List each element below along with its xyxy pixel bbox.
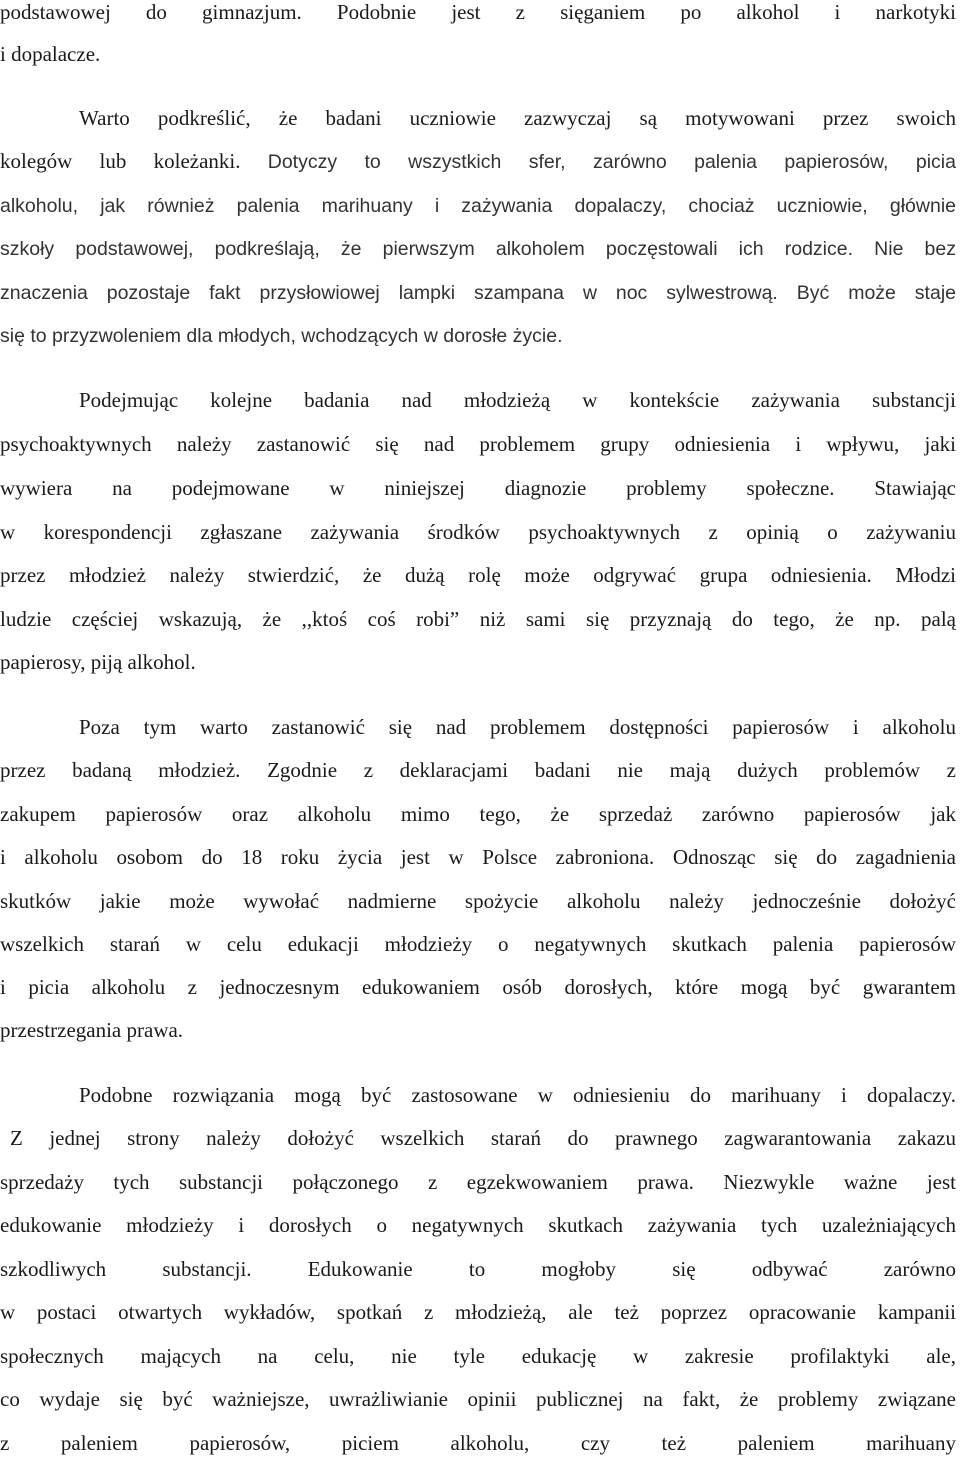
text-line: Podejmując kolejne badania nad młodzieżą w kontekście zażywania substancji [79,388,956,412]
text-line: szkoły podstawowej, podkreślają, że pierwszym alkoholem poczęstowali ich rodzice. Nie bez [0,238,956,260]
text-line: w korespondencji zgłaszane zażywania środków psychoaktywnych z opinią o zażywaniu [0,520,956,544]
text-line: skutków jakie może wywołać nadmierne spożycie alkoholu należy jednocześnie dołożyć [0,889,956,913]
text-line: co wydaje się być ważniejsze, uwrażliwianie opinii publicznej na fakt, że problemy związane [0,1387,956,1411]
text-line: i picia alkoholu z jednoczesnym edukowaniem osób dorosłych, które mogą być gwarantem [0,975,956,999]
text-line: społecznych mających na celu, nie tyle edukację w zakresie profilaktyki ale, [0,1344,956,1368]
text-line: przez młodzież należy stwierdzić, że dużą rolę może odgrywać grupa odniesienia. Młodzi [0,563,956,587]
text-line: się to przyzwoleniem dla młodych, wchodzących w dorosłe życie. [0,325,563,347]
text-line: i dopalacze. [0,42,101,66]
text-line: Podobne rozwiązania mogą być zastosowane w odniesieniu do marihuany i dopalaczy. [79,1083,956,1107]
text-line: papierosy, piją alkohol. [0,650,196,674]
text-line: psychoaktywnych należy zastanowić się nad problemem grupy odniesienia i wpływu, jaki [0,432,956,456]
text-line: Poza tym warto zastanowić się nad problemem dostępności papierosów i alkoholu [79,715,956,739]
text-line: podstawowej do gimnazjum. Podobnie jest z sięganiem po alkohol i narkotyki [0,0,956,24]
text-line: alkoholu, jak również palenia marihuany i zażywania dopalaczy, chociaż uczniowie, głównie [0,195,956,217]
text-line: sprzedaży tych substancji połączonego z egzekwowaniem prawa. Niezwykle ważne jest [0,1170,956,1194]
text-line: i alkoholu osobom do 18 roku życia jest w Polsce zabroniona. Odnosząc się do zagadnienia [0,845,956,869]
text-line: ludzie częściej wskazują, że ,,ktoś coś robi” niż sami się przyznają do tego, że np. palą [0,607,956,631]
text-line: z paleniem papierosów, piciem alkoholu, czy też paleniem marihuany [0,1431,956,1455]
text-line: przez badaną młodzież. Zgodnie z deklaracjami badani nie mają dużych problemów z [0,758,956,782]
text-line: w postaci otwartych wykładów, spotkań z młodzieżą, ale też poprzez opracowanie kampanii [0,1300,956,1324]
text-line: zakupem papierosów oraz alkoholu mimo tego, że sprzedaż zarówno papierosów jak [0,802,956,826]
text-line: kolegów lub koleżanki. Dotyczy to wszystkich sfer, zarówno palenia papierosów, picia [0,149,956,173]
text-line: Warto podkreślić, że badani uczniowie zazwyczaj są motywowani przez swoich [79,106,956,130]
text-line: szkodliwych substancji. Edukowanie to mogłoby się odbywać zarówno [0,1257,956,1281]
text-line: edukowanie młodzieży i dorosłych o negatywnych skutkach zażywania tych uzależniających [0,1213,956,1237]
text-line: Z jednej strony należy dołożyć wszelkich starań do prawnego zagwarantowania zakazu [10,1126,956,1150]
text-line: wszelkich starań w celu edukacji młodzieży o negatywnych skutkach palenia papierosów [0,932,956,956]
text-line: wywiera na podejmowane w niniejszej diagnozie problemy społeczne. Stawiając [0,476,956,500]
text-line: przestrzegania prawa. [0,1018,184,1042]
text-line: znaczenia pozostaje fakt przysłowiowej lampki szampana w noc sylwestrową. Być może staje [0,282,956,304]
